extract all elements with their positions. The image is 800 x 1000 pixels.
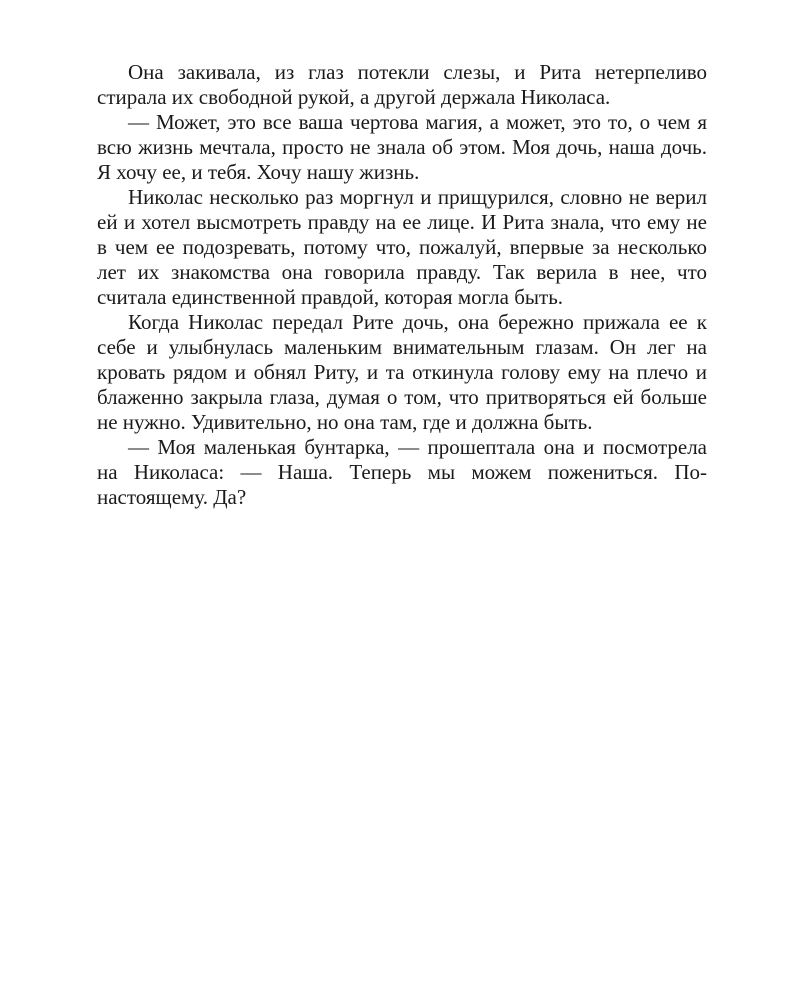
paragraph-5-dialogue: — Моя маленькая бунтарка, — прошептала она и посмотрела на Николаса: — Наша. Теперь мы можем пожениться. По-настоящему. Да? <box>97 435 707 509</box>
paragraph-1: Она закивала, из глаз потекли слезы, и Рита нетерпеливо стирала их свободной рукой, а другой держала Николаса. <box>97 60 707 109</box>
paragraph-3: Николас несколько раз моргнул и прищурился, словно не верил ей и хотел высмотреть правду на ее лице. И Рита знала, что ему не в чем ее подозревать, потому что, пожалуй, впервые за несколько лет их знакомства она говорила правду. Так верила в нее, что считала единственной правдой, которая могла быть. <box>97 185 707 309</box>
paragraph-2-dialogue: — Может, это все ваша чертова магия, а может, это то, о чем я всю жизнь мечтала, просто не знала об этом. Моя дочь, наша дочь. Я хочу ее, и тебя. Хочу нашу жизнь. <box>97 110 707 184</box>
paragraph-4: Когда Николас передал Рите дочь, она бережно прижала ее к себе и улыбнулась маленьким внимательным глазам. Он лег на кровать рядом и обнял Риту, и та откинула голову ему на плечо и блаженно закрыла глаза, думая о том, что притворяться ей больше не нужно. Удивительно, но она там, где и должна быть. <box>97 310 707 434</box>
page-text <box>97 60 707 510</box>
